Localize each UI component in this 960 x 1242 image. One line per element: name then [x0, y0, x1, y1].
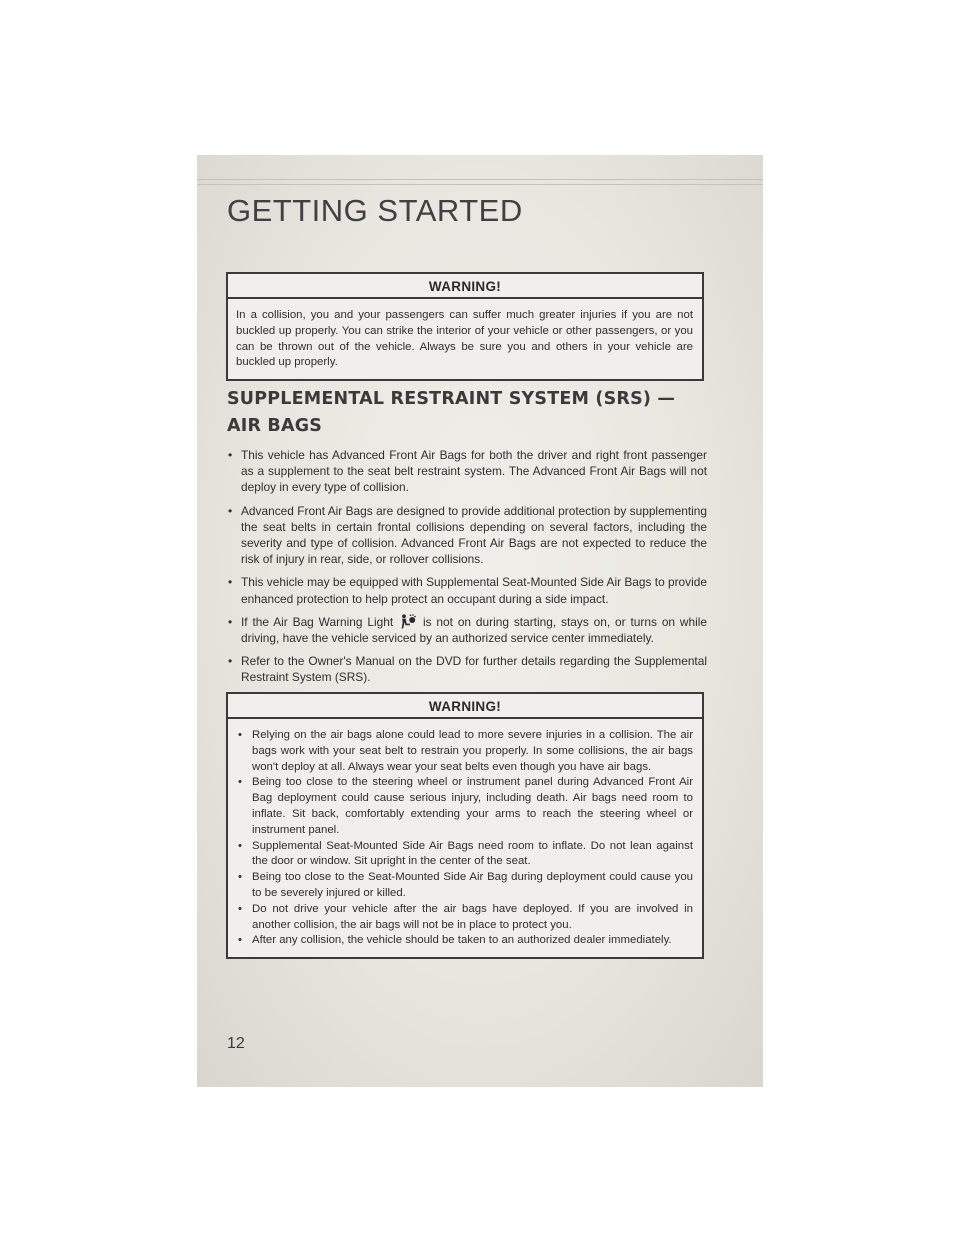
list-item: • Being too close to the Seat-Mounted Side Air Bag during deployment could cause you to be severely injured or killed.	[236, 870, 693, 902]
section-title: GETTING STARTED	[227, 193, 523, 228]
srs-heading: SUPPLEMENTAL RESTRAINT SYSTEM (SRS) — AIR BAGS	[227, 389, 676, 436]
list-item: • Being too close to the steering wheel or instrument panel during Advanced Front Air Bag deployment could cause serious injury, including death. Air bags need room to inflate. Sit back, comfortably extending your arms to reach the steering wheel or instrument panel.	[236, 775, 693, 838]
warning-title: WARNING!	[228, 694, 702, 719]
page-number: 12	[227, 1035, 245, 1052]
srs-bullet-list	[227, 447, 707, 693]
warning-body	[228, 719, 702, 957]
list-item: • Supplemental Seat-Mounted Side Air Bags need room to inflate. Do not lean against the door or window. Sit upright in the center of the seat.	[236, 839, 693, 871]
warning-text: In a collision, you and your passengers can suffer much greater injuries if you are not buckled up properly. You can strike the interior of your vehicle or other passengers, or you can be thrown out of the vehicle. Always be sure you and others in your vehicle are buckled up properly.	[236, 309, 693, 369]
warning-light-text-post: is not on during starting, stays on, or turns on while driving, have the vehicle serviced by an authorized service center immediately.	[241, 614, 708, 646]
list-item: • Do not drive your vehicle after the air bags have deployed. If you are involved in another collision, the air bags will not be in place to protect you.	[236, 902, 693, 934]
warning-box-airbags	[226, 692, 704, 959]
warning-title: WARNING!	[228, 274, 702, 299]
warning-light-text-pre: If the Air Bag Warning Light	[241, 614, 394, 629]
list-item: • Advanced Front Air Bags are designed to provide additional protection by supplementing the seat belts in certain frontal collisions depending on several factors, including the severity and type of collision. Advanced Front Air Bags are not expected to reduce the risk of injury in rear, side, or rollover collisions.	[227, 503, 707, 568]
header-rule-bottom	[197, 184, 763, 185]
airbag-warning-icon	[400, 614, 416, 629]
list-item: • This vehicle may be equipped with Supplemental Seat-Mounted Side Air Bags to provide enhanced protection to help protect an occupant during a side impact.	[227, 574, 707, 606]
list-item-warning-light	[227, 614, 707, 646]
list-item: • Refer to the Owner's Manual on the DVD for further details regarding the Supplemental Restraint System (SRS).	[227, 653, 707, 685]
header-rule-top	[197, 179, 763, 180]
manual-page	[197, 155, 763, 1087]
list-item: • After any collision, the vehicle should be taken to an authorized dealer immediately.	[236, 933, 693, 949]
warning-list	[236, 728, 693, 949]
warning-box-seatbelt	[226, 272, 704, 381]
list-item: • Relying on the air bags alone could lead to more severe injuries in a collision. The air bags work with your seat belt to restrain you properly. In some collisions, the air bags won't deploy at all. Always wear your seat belts even though you have air bags.	[236, 728, 693, 775]
list-item: • This vehicle has Advanced Front Air Bags for both the driver and right front passenger as a supplement to the seat belt restraint system. The Advanced Front Air Bags will not deploy in every type of collision.	[227, 447, 707, 496]
